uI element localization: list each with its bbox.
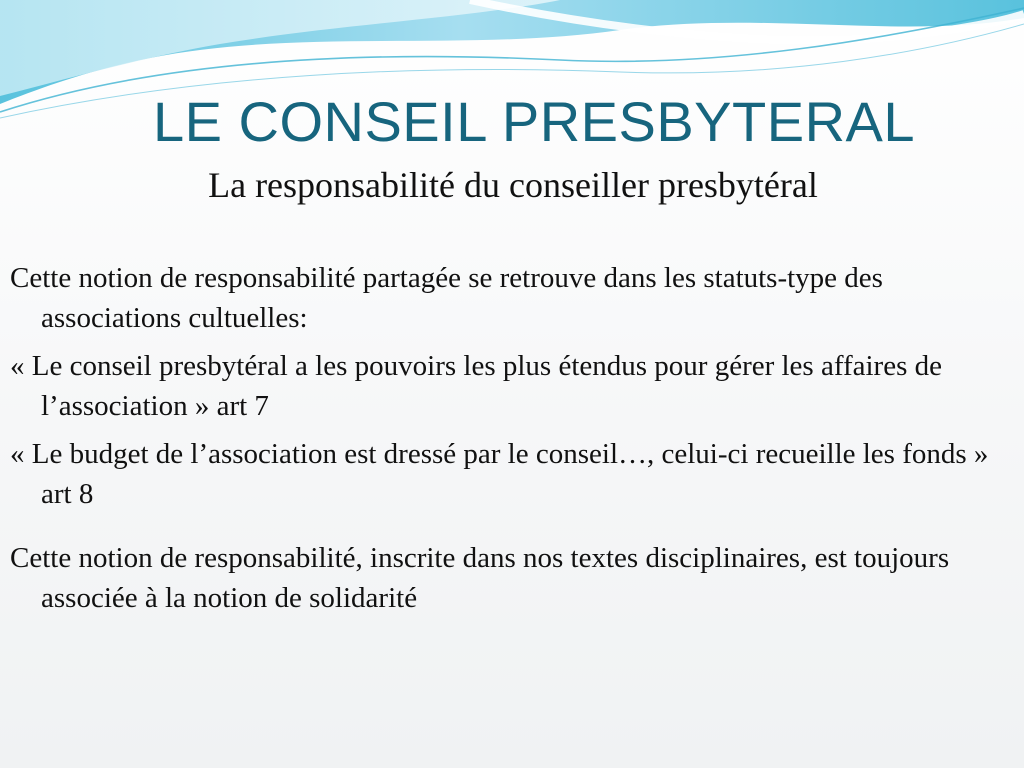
body-paragraph: Cette notion de responsabilité partagée se retrouve dans les statuts-type des associations cultuelles: xyxy=(10,262,883,334)
slide-subtitle-text: La responsabilité du conseiller presbytéral xyxy=(208,165,818,205)
slide-title xyxy=(0,86,1024,158)
slide-subtitle xyxy=(0,160,1024,210)
quote-paragraph: « Le budget de l’association est dressé par le conseil…, celui-ci recueille les fonds » art 8 xyxy=(10,438,989,510)
slide-title-text: LE CONSEIL PRESBYTERAL xyxy=(152,90,916,153)
quote-paragraph: « Le conseil presbytéral a les pouvoirs les plus étendus pour gérer les affaires de l’association » art 7 xyxy=(10,350,942,422)
slide-body xyxy=(10,258,1015,618)
body-paragraph: Cette notion de responsabilité, inscrite dans nos textes disciplinaires, est toujours associée à la notion de solidarité xyxy=(10,542,950,614)
